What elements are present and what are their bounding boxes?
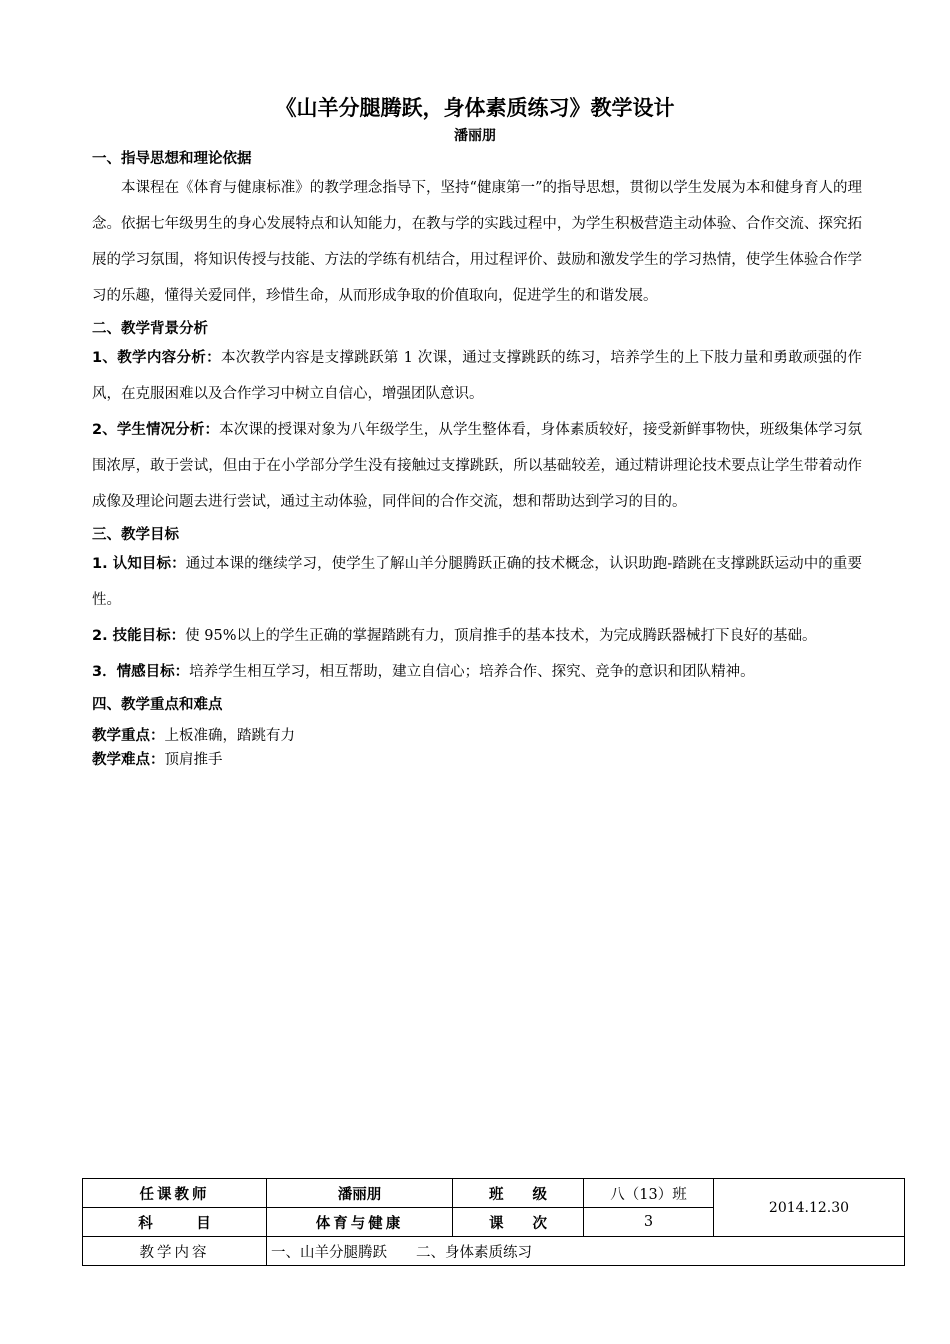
student-analysis-paragraph [92,412,862,520]
teaching-content-value: 一、山羊分腿腾跃 二、身体素质练习 [267,1237,905,1266]
date-value: 2014.12.30 [714,1179,905,1237]
difficulty-text: 顶肩推手 [164,752,223,768]
section-heading-background: 二、教学背景分析 [92,321,208,337]
subject-value: 体育与健康 [267,1208,453,1237]
cognitive-goal-label: 1. 认知目标： [92,556,186,572]
table-row [83,1237,905,1266]
class-value: 八（13）班 [584,1179,714,1208]
student-analysis-label: 2、学生情况分析： [92,422,220,438]
section-heading-objectives: 三、教学目标 [92,527,179,543]
teacher-label: 任课教师 [83,1179,267,1208]
skill-goal-label: 2. 技能目标： [92,628,186,644]
cognitive-goal-text: 通过本课的继续学习，使学生了解山羊分腿腾跃正确的技术概念，认识助跑-踏跳在支撑跳跃运动中的重要性。 [92,556,862,608]
emotional-goal-paragraph [92,654,862,690]
content-analysis-label: 1、教学内容分析： [92,350,221,366]
difficulty-line [92,748,862,772]
guiding-ideas-paragraph: 本课程在《体育与健康标准》的教学理念指导下，坚持“健康第一”的指导思想，贯彻以学生发展为本和健身育人的理念。依据七年级男生的身心发展特点和认知能力，在教与学的实践过程中，为学生积极营造主动体验、合作交流、探究拓展的学习氛围，将知识传授与技能、方法的学练有机结合，用过程评价、鼓励和激发学生的学习热情，使学生体验合作学习的乐趣，懂得关爱同伴，珍惜生命，从而形成争取的价值取向，促进学生的和谐发展。 [92,180,862,304]
class-label: 班 级 [453,1179,584,1208]
lesson-info-table [82,1178,905,1266]
lesson-number-label: 课 次 [453,1208,584,1237]
emotional-goal-label: 3．情感目标： [92,664,190,680]
key-point-line [92,724,862,748]
teacher-value: 潘丽朋 [267,1179,453,1208]
teaching-content-label: 教学内容 [83,1237,267,1266]
content-analysis-text: 本次教学内容是支撑跳跃第 1 次课，通过支撑跳跃的练习，培养学生的上下肢力量和勇敢顽强的作风，在克服困难以及合作学习中树立自信心，增强团队意识。 [92,350,862,402]
emotional-goal-text: 培养学生相互学习，相互帮助，建立自信心；培养合作、探究、竞争的意识和团队精神。 [189,664,755,680]
student-analysis-text: 本次课的授课对象为八年级学生，从学生整体看，身体素质较好，接受新鲜事物快，班级集体学习氛围浓厚，敢于尝试，但由于在小学部分学生没有接触过支撑跳跃，所以基础较差，通过精讲理论技术要点让学生带着动作成像及理论问题去进行尝试，通过主动体验，同伴间的合作交流，想和帮助达到学习的目的。 [92,422,863,510]
document-title: 《山羊分腿腾跃，身体素质练习》教学设计 [275,96,675,120]
section-heading-guiding-ideas: 一、指导思想和理论依据 [92,151,252,167]
lesson-number-value: 3 [584,1208,714,1237]
key-point-text: 上板准确，踏跳有力 [164,728,295,744]
skill-goal-paragraph [92,618,862,654]
cognitive-goal-paragraph [92,546,862,618]
author-name: 潘丽朋 [454,128,496,144]
content-analysis-paragraph [92,340,862,412]
subject-label: 科 目 [83,1208,267,1237]
difficulty-label: 教学难点： [92,752,165,768]
table-row [83,1179,905,1208]
key-point-label: 教学重点： [92,728,165,744]
skill-goal-text: 使 95%以上的学生正确的掌握踏跳有力，顶肩推手的基本技术，为完成腾跃器械打下良好的基础。 [185,628,817,644]
document-body [92,148,862,772]
section-heading-key-points: 四、教学重点和难点 [92,697,223,713]
